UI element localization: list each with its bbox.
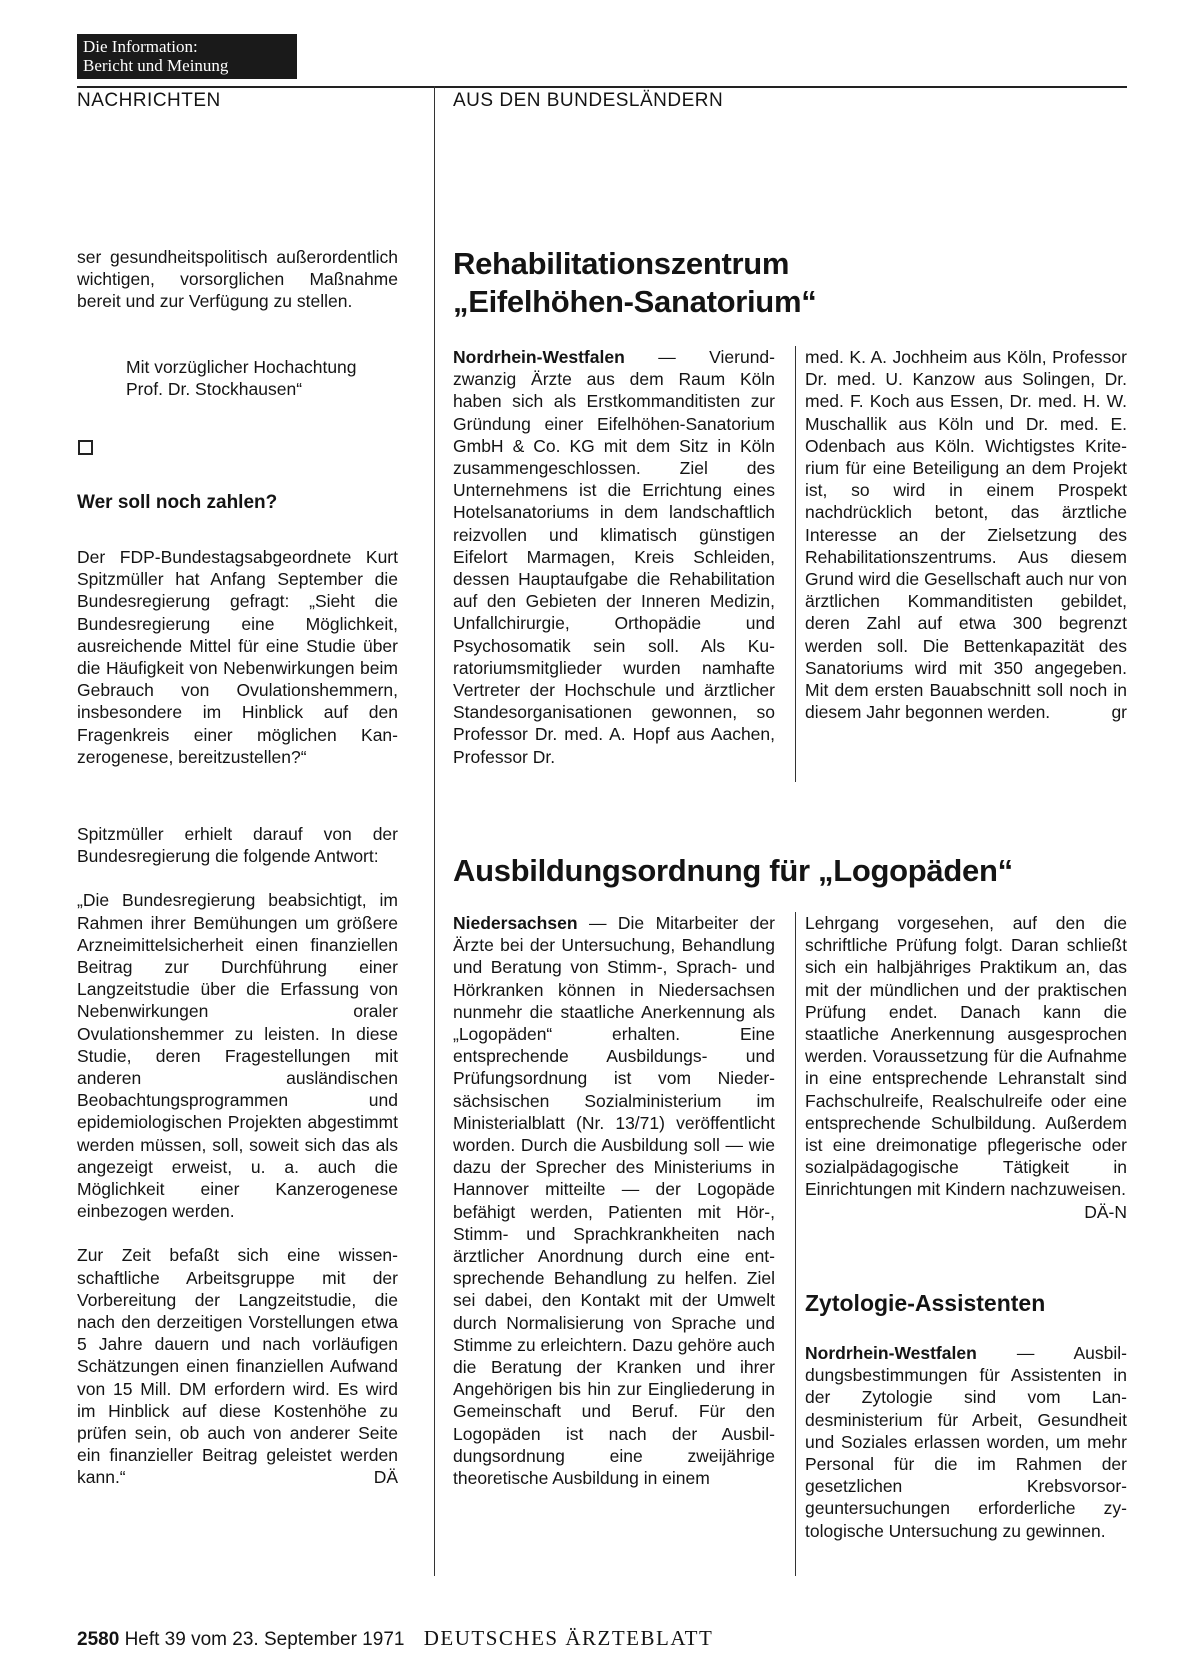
page-number: 2580 <box>77 1629 120 1650</box>
paragraph-4-text: Zur Zeit befaßt sich eine wissenschaftliche Arbeitsgruppe mit der Vorbereitung der Langzeitstudie, die nach den derzeitigen Vorstellungen etwa 5 Jahre dauern und nach vorläufigen Schätzungen einen finanziellen Aufwand von 15 Mill. DM erfordern wird. Es wird im Hinblick auf diese Kostenhöhe zu prüfen sein, ob auch von anderer Seite ein finanzieller Beitrag geleistet werden kann.“ <box>77 1245 398 1488</box>
article3-lead-region: Nordrhein-Westfalen <box>805 1343 977 1363</box>
paragraph-3: „Die Bundesregierung beabsichtigt, im Rahmen ihrer Bemühungen um größere Arzneimittelsicherheit einen finanziellen Beitrag zur Durchführung einer Langzeitstudie über die Erfassung von Nebenwirkungen oraler Ovulationshemmer zu leisten. In diese Studie, deren Fragestellungen mit anderen ausländischen Beobachtungsprogrammen und epidemiologischen Projekten abgestimmt werden müssen, soll, soweit sich das als angezeigt erweist, u. a. auch die Möglichkeit einer Kanzerogenese einbezogen werden. <box>77 890 398 1222</box>
section-label-line2: Bericht und Meinung <box>83 56 229 75</box>
article1-column-2 <box>805 346 1127 723</box>
article1-col2-text: med. K. A. Jochheim aus Köln, Professor Dr. med. U. Kanzow aus Solingen, Dr. med. F. Koch aus Essen, Dr. med. H. W. Muschallik aus Köln und Dr. med. E. Odenbach aus Köln. Wichtigstes Kriterium für eine Beteiligung an dem Projekt ist, so wird in einem Prospekt nachdrücklich betont, das ärztliche Interesse an der Zielsetzung des Rehabilitationszentrums. Aus diesem Grund wird die Gesellschaft auch nur von ärztlichen Kommanditisten gebildet, deren Zahl auf etwa 300 begrenzt werden soll. Die Bettenkapazität des Sanatoriums wird mit 350 angegeben. Mit dem ersten Bauabschnitt soll noch in diesem Jahr begonnen werden. <box>805 347 1127 723</box>
article2-column-2 <box>805 912 1127 1223</box>
author-signature: DÄ <box>373 1467 398 1488</box>
closing-line-1: Mit vorzüglicher Hochachtung <box>126 357 357 377</box>
section-label <box>77 34 297 79</box>
closing-line-2: Prof. Dr. Stockhausen“ <box>126 379 303 400</box>
article-title-zytologie-assistenten: Zytologie-Assistenten <box>805 1290 1046 1316</box>
article1-col1-text: — Vierundzwanzig Ärzte aus dem Raum Köln haben sich als Erstkommanditisten zur Gründung einer Eifelhöhen-Sanatorium GmbH & Co. KG mit dem Sitz in Köln zusammengeschlossen. Ziel des Unternehmens ist die Errichtung eines Hotelsanatoriums in dem landschaftlich reizvollen und klimatisch günstigen Eifelort Marmagen, Kreis Schleiden, dessen Hauptaufgabe die Rehabilitation auf den Gebieten der Inneren Medizin, Unfallchirurgie, Orthopädie und Psychosomatik sein soll. Als Kuratoriumsmitglieder wurden namhafte Vertreter der Hochschule und ärztlicher Standesorganisationen gewonnen, so Professor Dr. med. A. Hopf aus Aachen, Professor Dr. <box>453 347 775 767</box>
paragraph-4 <box>77 1244 398 1488</box>
article3-body-text: — Ausbildungsbestimmungen für Assistenten in der Zytologie sind vom Landesministerium für Arbeit, Gesundheit und Soziales erlassen worden, um mehr Personal für die im Rahmen der gesetzlichen Krebsvorsorgeuntersuchungen erforderliche zytologische Untersuchung zu gewinnen. <box>805 1343 1127 1541</box>
article1-lead-region: Nordrhein-Westfalen <box>453 347 625 367</box>
article2-column-1 <box>453 912 775 1489</box>
article2-lead-region: Niedersachsen <box>453 913 578 933</box>
paragraph-2: Spitzmüller erhielt darauf von der Bundesregierung die folgende Antwort: <box>77 824 398 867</box>
section-label-line1: Die Information: <box>83 37 198 56</box>
page-footer <box>77 1626 713 1651</box>
left-column-body-2 <box>77 823 398 1489</box>
article-heading-wer-soll-noch-zahlen: Wer soll noch zahlen? <box>77 492 278 513</box>
article2-column-divider <box>795 912 796 1576</box>
article2-col2-text: Lehrgang vorgesehen, auf den die schriftliche Prüfung folgt. Daran schließt sich ein halbjähriges Praktikum an, das mit der mündlichen und der praktischen Prüfung endet. Danach kann die staatliche Anerkennung ausgesprochen werden. Voraussetzung für die Aufnahme in eine entsprechende Lehranstalt sind Fachschulreife, Realschulreife oder eine entsprechende Schulbildung. Außerdem ist eine dreimonatige pflegerische oder sozialpädagogische Tätigkeit in Einrichtungen mit Kindern nachzuweisen. <box>805 913 1127 1200</box>
article-title-rehabilitationszentrum <box>453 245 1113 321</box>
article1-signature: gr <box>1111 702 1127 723</box>
column-divider <box>434 86 435 1576</box>
section-title-right: AUS DEN BUNDESLÄNDERN <box>453 90 724 111</box>
article2-col1-text: — Die Mitarbeiter der Ärzte bei der Untersuchung, Behandlung und Beratung von Stimm-, Sprach- und Hörkranken können in Niedersachsen nunmehr die staatliche Anerkennung als „Logopäden“ erhalten. Eine entsprechende Ausbildungs- und Prüfungsordnung ist vom Niedersächsischen Sozialministerium im Ministerialblatt (Nr. 13/71) veröffentlicht worden. Durch die Ausbildung soll — wie dazu der Sprecher des Ministeriums in Hannover mitteilte — der Logopäde befähigt werden, Patienten mit Hör-, Stimm- und Sprachkrankheiten nach ärztlicher Anordnung durch eine entsprechende Behandlung zu helfen. Ziel sei dabei, den Kontakt mit der Umwelt durch Normalisierung von Sprache und Stimme zu erleichtern. Dazu gehöre auch die Beratung der Kranken und ihrer Angehörigen bis hin zur Eingliederung in Gemeinschaft und Beruf. Für den Logopäden ist nach der Ausbildungsordnung eine zweijährige theoretische Ausbildung in einem <box>453 913 775 1489</box>
article3-body <box>805 1342 1127 1542</box>
title-line-2: „Eifelhöhen-Sanatorium“ <box>453 284 817 319</box>
letter-closing <box>126 356 426 400</box>
paragraph-1: Der FDP-Bundestagsabgeordnete Kurt Spitzmüller hat Anfang September die Bundesregierung gefragt: „Sieht die Bundesregierung eine Möglichkeit, ausreichende Mittel für eine Studie über die Häufigkeit von Nebenwirkungen beim Gebrauch von Ovulationshemmern, insbesondere im Hinblick auf den Fragenkreis einer möglichen Kanzerogenese, bereitzustellen?“ <box>77 547 398 767</box>
left-column-body-1 <box>77 546 398 768</box>
top-rule <box>77 86 1127 88</box>
article1-column-divider <box>795 346 796 782</box>
letter-end-paragraph: ser gesundheitspolitisch außerordentlich wichtigen, vorsorglichen Maßnahme bereit und zur Verfügung zu stellen. <box>77 247 398 312</box>
left-column <box>77 246 398 313</box>
section-title-left: NACHRICHTEN <box>77 90 221 111</box>
issue-info: Heft 39 vom 23. September 1971 <box>124 1629 405 1650</box>
article2-signature: DÄ-N <box>1084 1201 1127 1222</box>
article-title-ausbildungsordnung: Ausbildungsordnung für „Logopäden“ <box>453 853 1013 888</box>
title-line-1: Rehabilitationszentrum <box>453 246 790 281</box>
article1-column-1 <box>453 346 775 768</box>
magazine-name: DEUTSCHES ÄRZTEBLATT <box>423 1626 714 1650</box>
end-of-article-square-icon <box>78 440 93 455</box>
